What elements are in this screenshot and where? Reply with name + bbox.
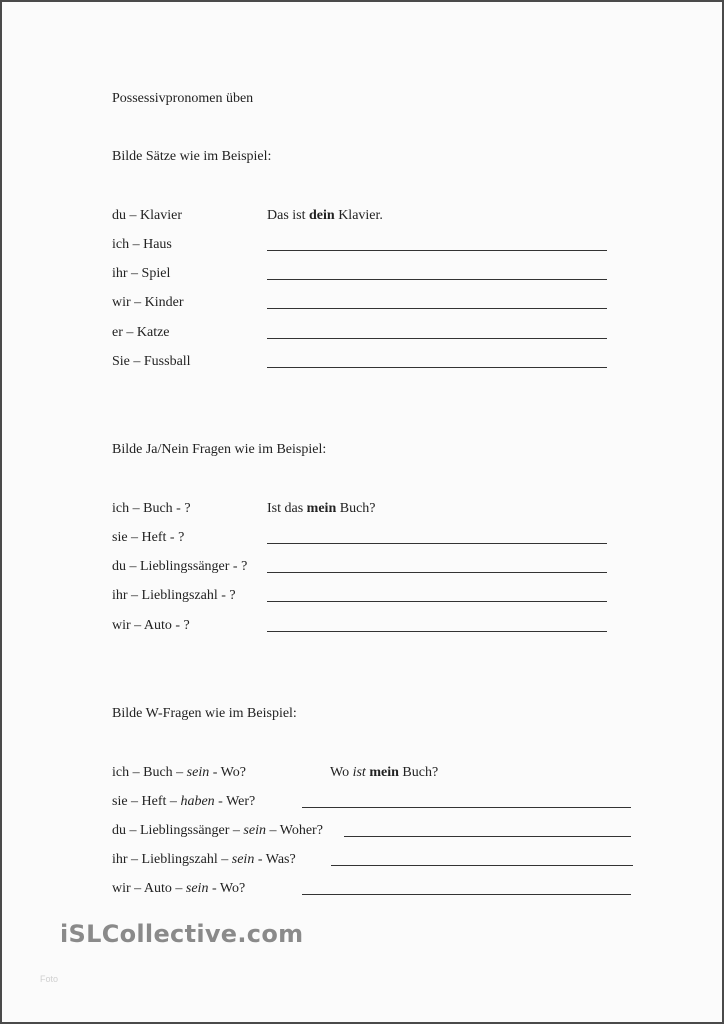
section2-prompt: du – Lieblingssänger - ? [112, 559, 248, 574]
section2-example-answer: Ist das mein Buch? [267, 501, 376, 516]
answer-line[interactable] [267, 308, 607, 309]
section2-prompt: sie – Heft - ? [112, 530, 185, 545]
answer-line[interactable] [302, 894, 631, 895]
section3-prompt: ich – Buch – sein - Wo? [112, 765, 246, 780]
section3-prompt: ihr – Lieblingszahl – sein - Was? [112, 852, 296, 867]
section1-prompt: Sie – Fussball [112, 354, 191, 369]
section1-prompt: du – Klavier [112, 208, 182, 223]
section2-instruction: Bilde Ja/Nein Fragen wie im Beispiel: [112, 442, 327, 457]
section3-prompt: du – Lieblingssänger – sein – Woher? [112, 823, 323, 838]
answer-line[interactable] [267, 338, 607, 339]
section1-prompt: ihr – Spiel [112, 266, 171, 281]
section1-instruction: Bilde Sätze wie im Beispiel: [112, 149, 272, 164]
section1-prompt: ich – Haus [112, 237, 172, 252]
answer-line[interactable] [267, 572, 607, 573]
section3-prompt: wir – Auto – sein - Wo? [112, 881, 246, 896]
faint-footer-text: Foto [40, 974, 59, 984]
answer-line[interactable] [267, 250, 607, 251]
answer-line[interactable] [267, 601, 607, 602]
answer-line[interactable] [331, 865, 633, 866]
answer-line[interactable] [302, 807, 631, 808]
answer-line[interactable] [267, 543, 607, 544]
worksheet-title: Possessivpronomen üben [112, 91, 254, 106]
section2-prompt: ihr – Lieblingszahl - ? [112, 588, 236, 603]
answer-line[interactable] [344, 836, 631, 837]
answer-line[interactable] [267, 631, 607, 632]
section2-prompt: ich – Buch - ? [112, 501, 191, 516]
section2-prompt: wir – Auto - ? [112, 618, 190, 633]
section1-example-answer: Das ist dein Klavier. [267, 208, 383, 223]
section3-instruction: Bilde W-Fragen wie im Beispiel: [112, 706, 297, 721]
section3-example-answer: Wo ist mein Buch? [330, 765, 439, 780]
section3-prompt: sie – Heft – haben - Wer? [112, 794, 256, 809]
watermark-logo: iSLCollective.com [60, 920, 304, 948]
answer-line[interactable] [267, 279, 607, 280]
section1-prompt: wir – Kinder [112, 295, 184, 310]
section1-prompt: er – Katze [112, 325, 170, 340]
answer-line[interactable] [267, 367, 607, 368]
